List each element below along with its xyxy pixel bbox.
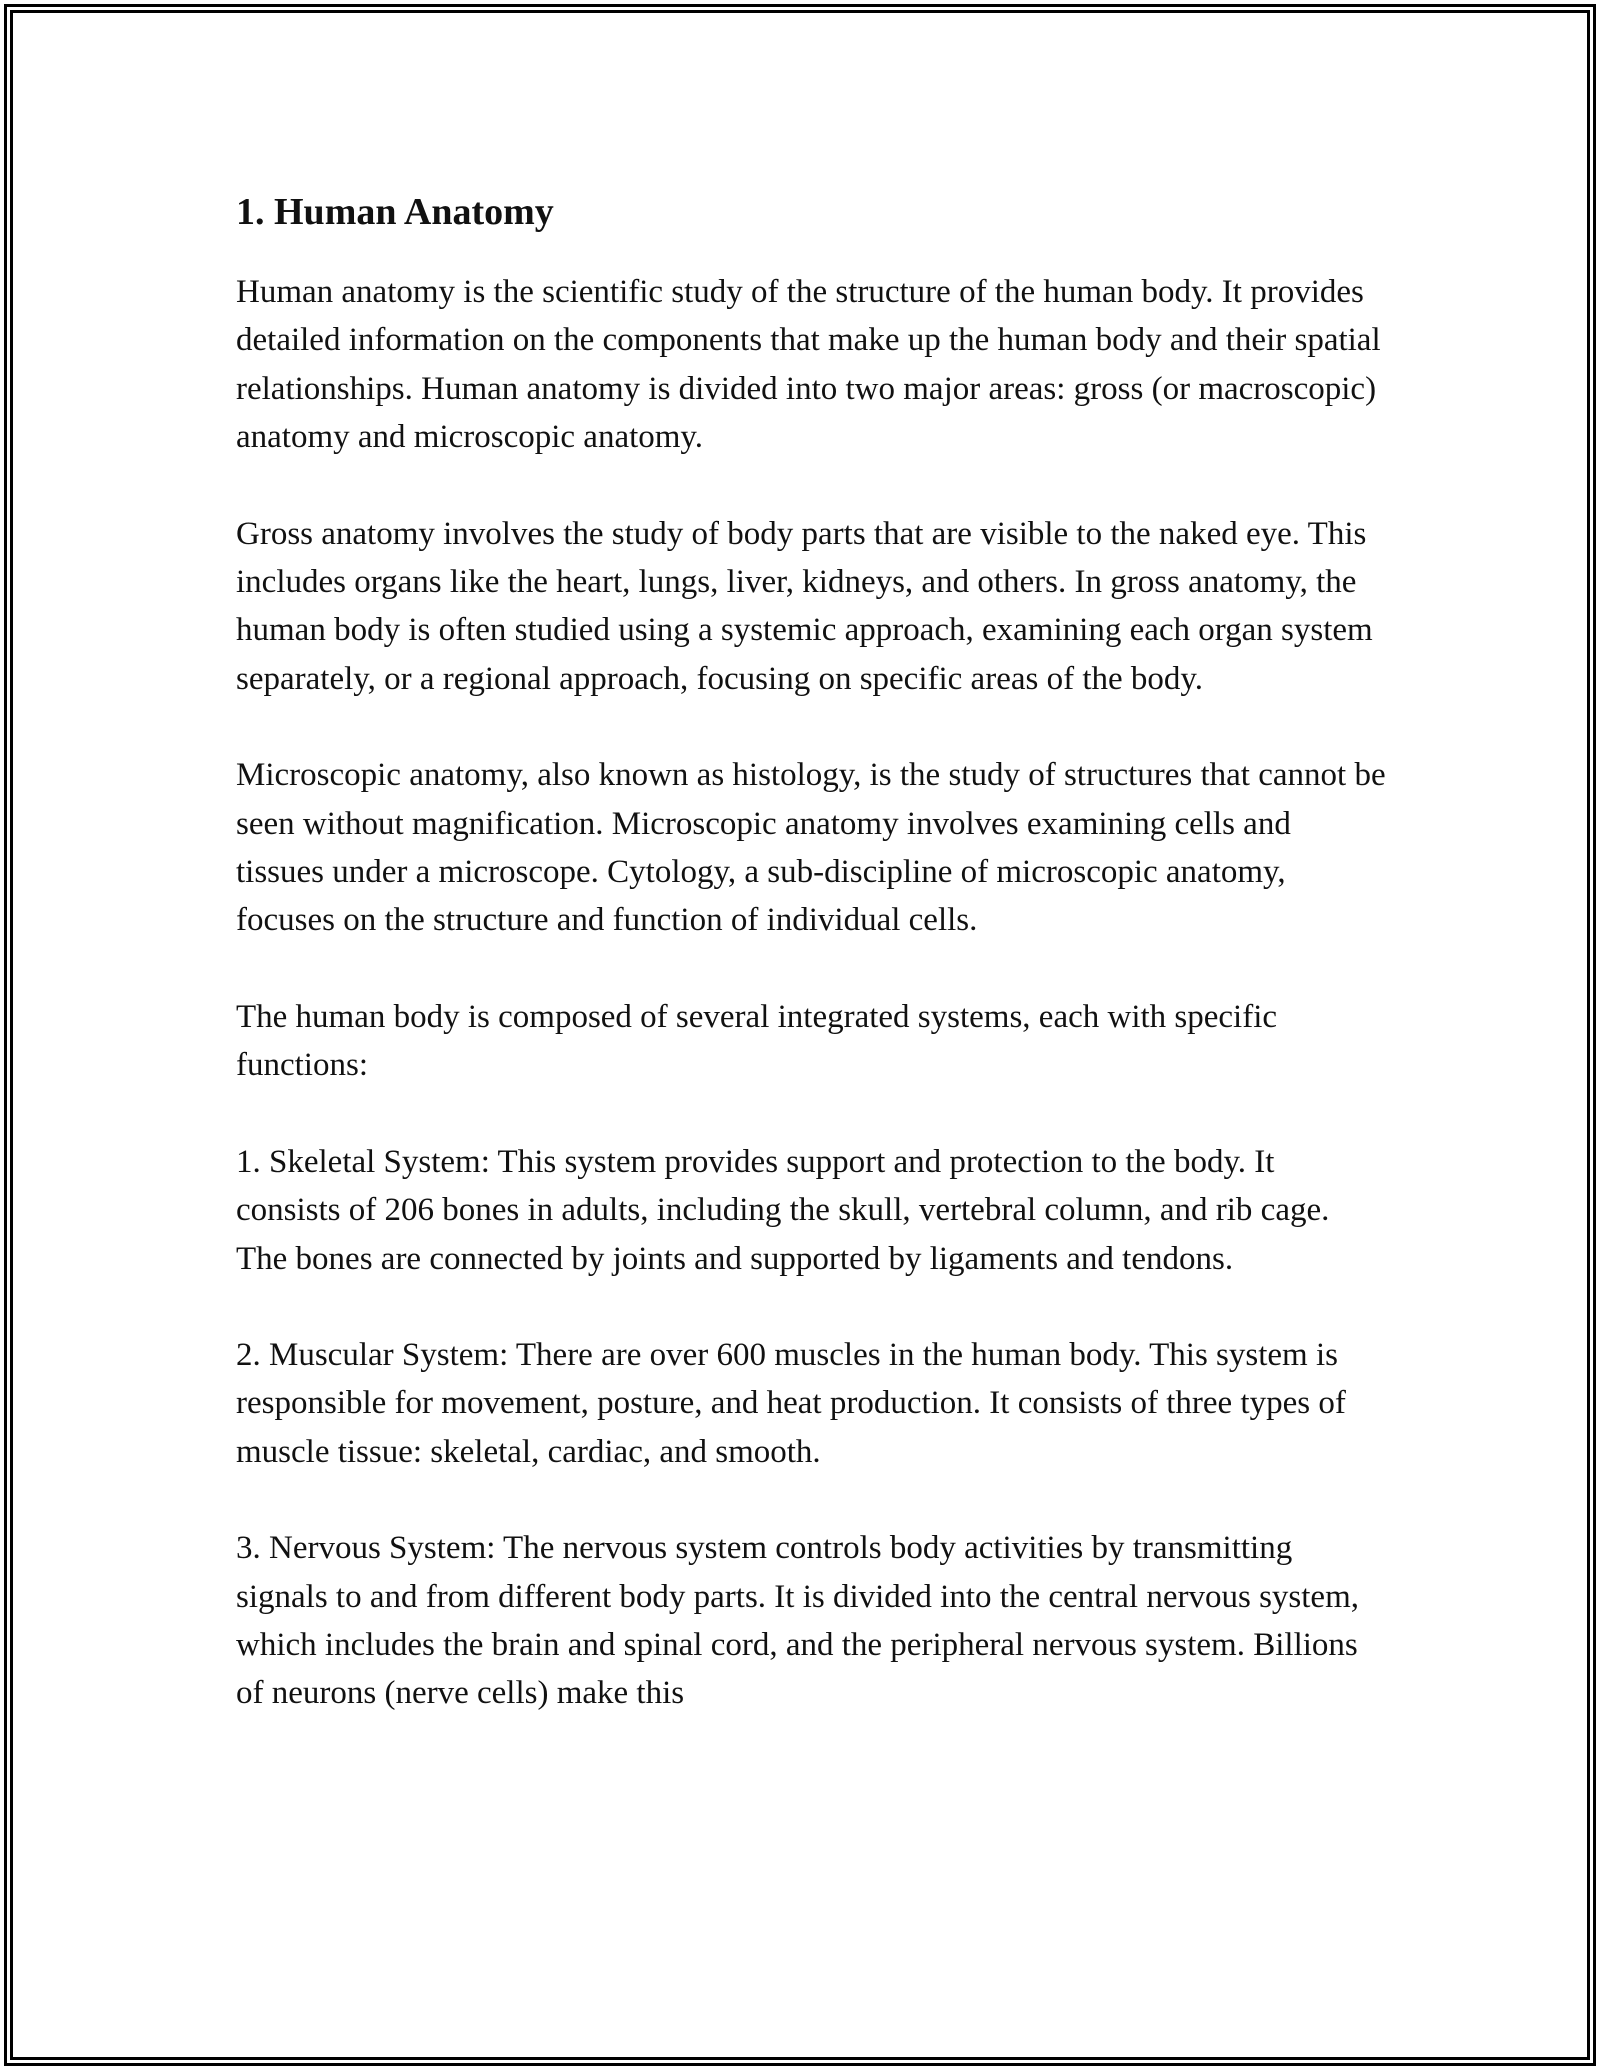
paragraph-microscopic-anatomy: Microscopic anatomy, also known as histology, is the study of structures that cannot be seen without magnification. Microscopic anatomy involves examining cells and tissues under a microscope. Cytology, a sub-discipline of microscopic anatomy, focuses on the structure and function of individual cells.	[236, 757, 1386, 939]
paragraph-nervous-system: 3. Nervous System: The nervous system controls body activities by transmitting signals to and from different body parts. It is divided into the central nervous system, which includes the brain and spinal cord, and the peripheral nervous system. Billions of neurons (nerve cells) make this	[236, 1530, 1359, 1712]
section-heading: 1. Human Anatomy	[236, 191, 554, 233]
paragraph-skeletal-system: 1. Skeletal System: This system provides support and protection to the body. It consists of 206 bones in adults, including the skull, vertebral column, and rib cage. The bones are connected by joints and supported by ligaments and tendons.	[236, 1143, 1330, 1277]
paragraph-muscular-system: 2. Muscular System: There are over 600 muscles in the human body. This system is responsible for movement, posture, and heat production. It consists of three types of muscle tissue: skeletal, cardiac, and smooth.	[236, 1336, 1346, 1470]
paragraph-gross-anatomy: Gross anatomy involves the study of body parts that are visible to the naked eye. This includes organs like the heart, lungs, liver, kidneys, and others. In gross anatomy, the human body is often studied using a systemic approach, examining each organ system separately, or a regional approach, focusing on specific areas of the body.	[236, 515, 1373, 697]
document-body	[236, 186, 1386, 1766]
paragraph-intro: Human anatomy is the scientific study of the structure of the human body. It provides detailed information on the components that make up the human body and their spatial relationships. Human anatomy is divided into two major areas: gross (or macroscopic) anatomy and microscopic anatomy.	[236, 274, 1381, 456]
paragraph-systems-intro: The human body is composed of several integrated systems, each with specific functions:	[236, 998, 1278, 1084]
